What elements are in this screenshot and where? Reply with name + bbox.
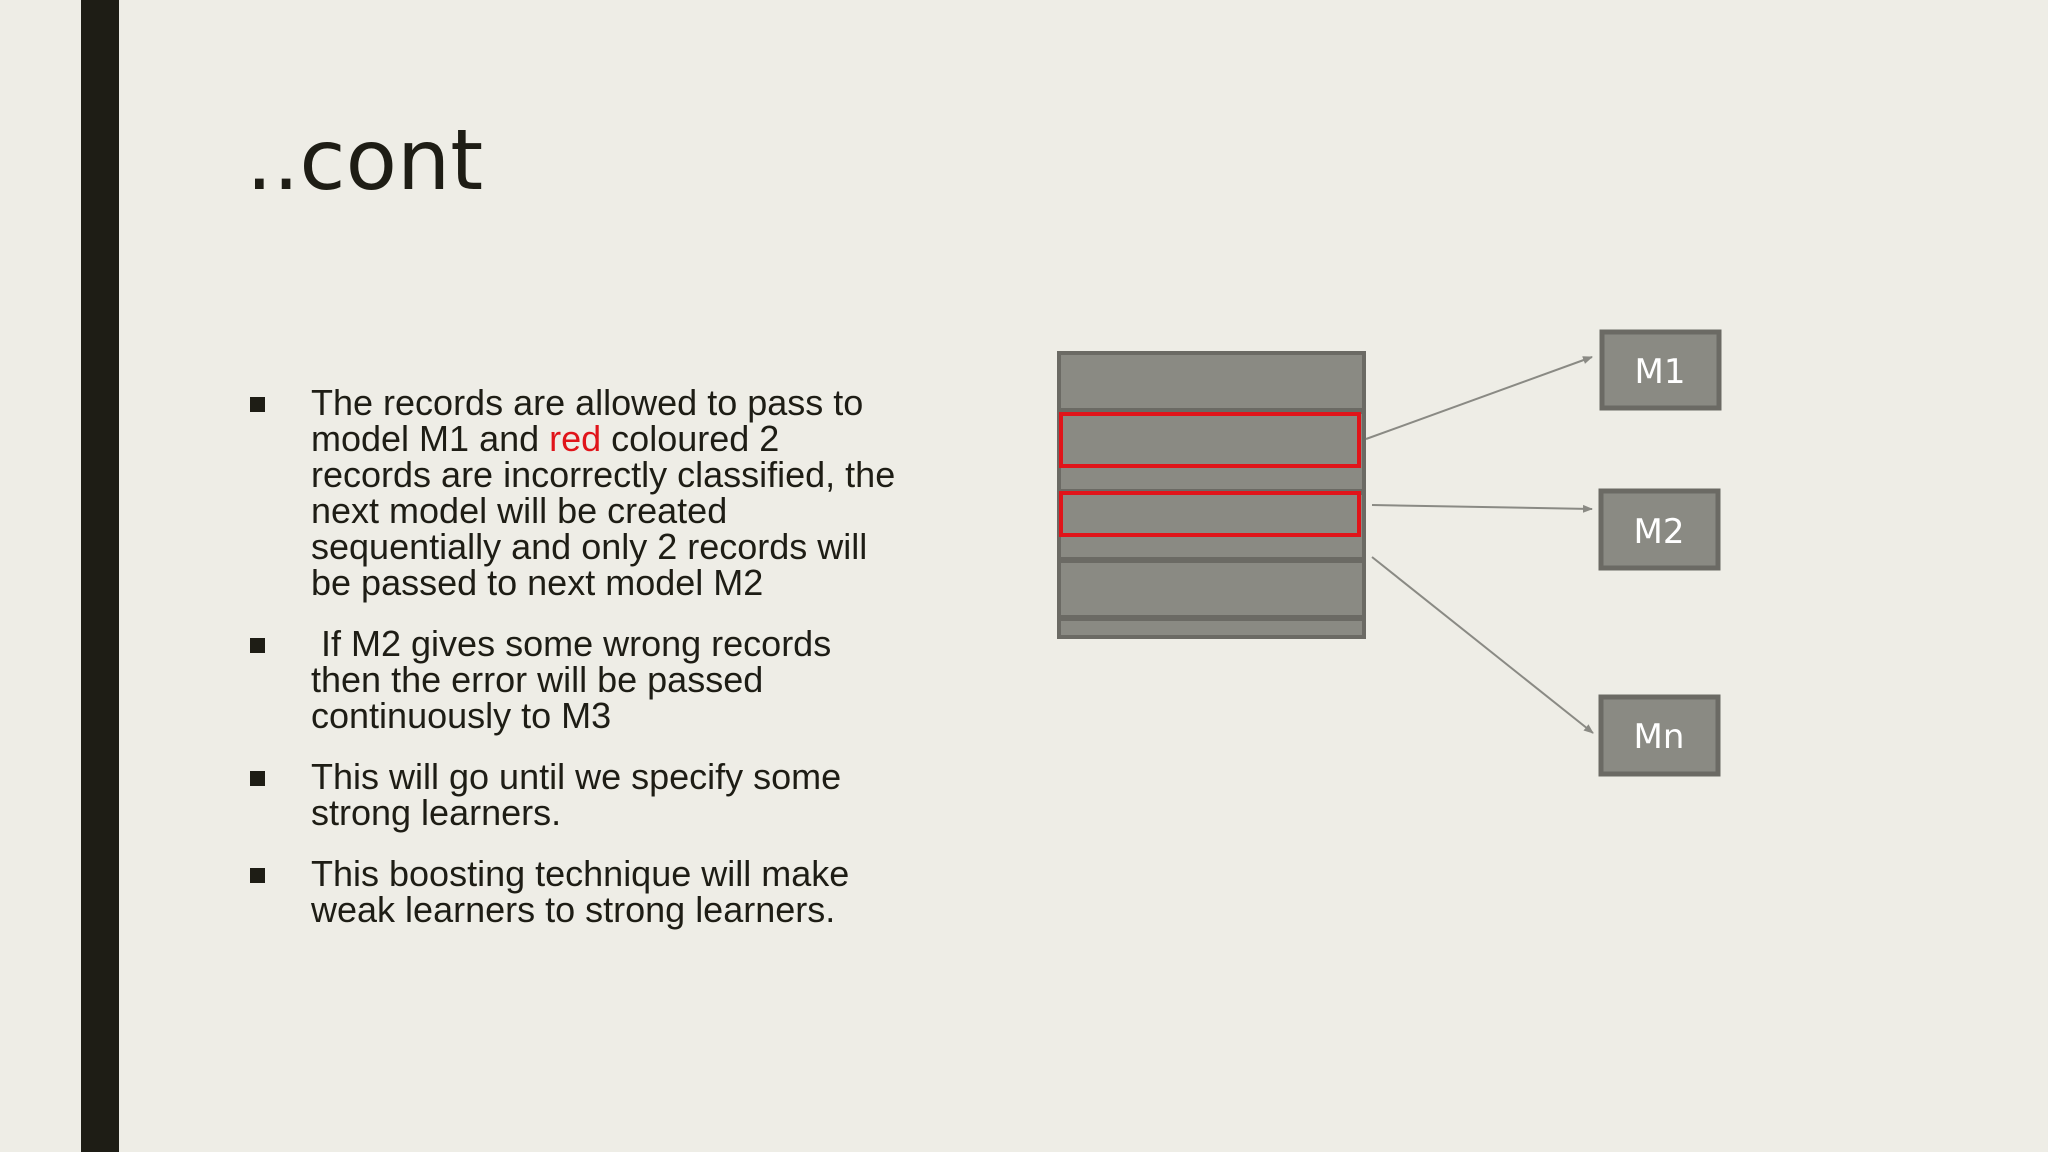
bullet-highlight-word: red: [549, 418, 602, 459]
model-label: Mn: [1633, 717, 1685, 757]
bullet-text-part: coloured 2 records are incorrectly classified, the next model will be created sequentially and only 2 records will be passed to next model M2: [311, 418, 896, 603]
bullet-text-part: The records are allowed to pass to model M1 and: [311, 382, 864, 459]
dataset-table: [1059, 353, 1364, 637]
bullet-text: This will go until we specify some strong learners.: [311, 756, 842, 833]
slide-title: ..cont: [246, 111, 484, 209]
arrow-to-m2: [1372, 505, 1592, 509]
model-box-mn: [1601, 697, 1718, 774]
model-label: M2: [1633, 512, 1685, 552]
bullet-text: This boosting technique will make weak learners to strong learners.: [311, 853, 850, 930]
arrow-to-mn: [1372, 557, 1593, 733]
model-box-m1: [1602, 332, 1719, 408]
model-box-m2: [1601, 491, 1718, 568]
arrow-to-m1: [1366, 357, 1592, 439]
bullet-text: If M2 gives some wrong records then the error will be passed continuously to M3: [311, 623, 842, 736]
model-label: M1: [1634, 352, 1686, 392]
